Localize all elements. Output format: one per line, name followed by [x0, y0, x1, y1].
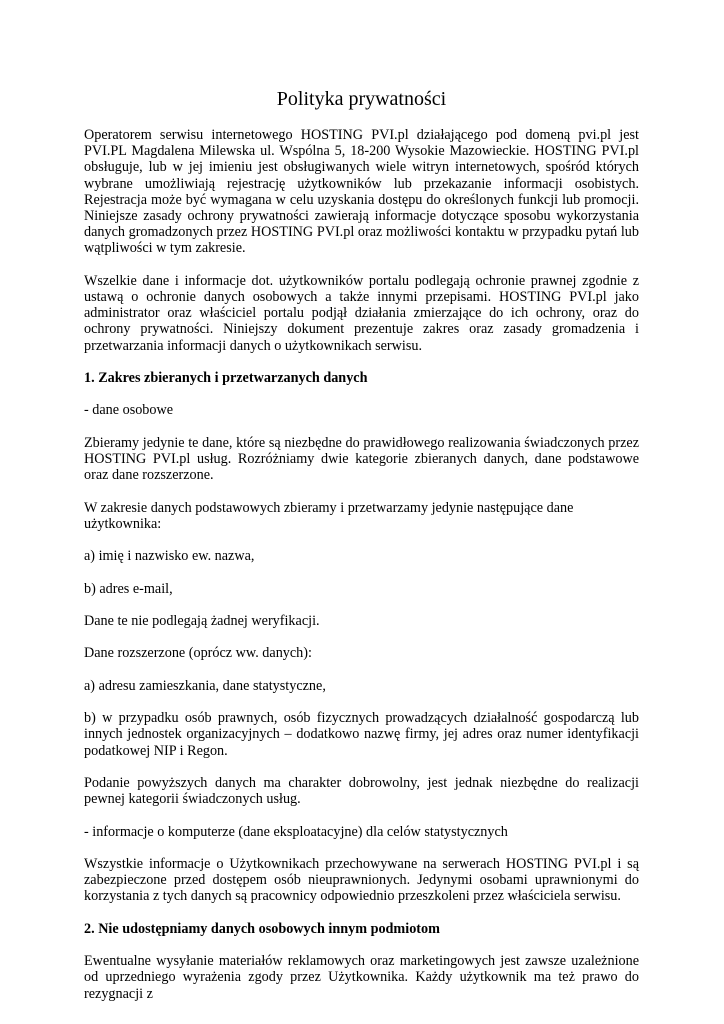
- section-2-heading: 2. Nie udostępniamy danych osobowych innym podmiotom: [84, 920, 440, 937]
- extended-item-a: a) adresu zamieszkania, dane statystyczne,: [84, 677, 326, 694]
- personal-data-label: - dane osobowe: [84, 402, 174, 419]
- protection-paragraph: Wszelkie dane i informacje dot. użytkowników portalu podlegają ochronie prawnej zgodnie z ustawą o ochronie danych osobowych a także innymi przepisami. HOSTING PVI.pl jako administrator oraz właściciel portalu podjął działania zmierzające do ich ochrony, oraz do ochrony prywatności. Niniejszy dokument prezentuje zakres oraz zasady gromadzenia i przetwarzania informacji danych o użytkownikach serwisu.: [84, 272, 639, 354]
- basic-item-a: a) imię i nazwisko ew. nazwa,: [84, 548, 255, 565]
- extended-data-label: Dane rozszerzone (oprócz ww. danych):: [84, 645, 312, 662]
- document-content: [84, 86, 639, 1018]
- basic-item-b: b) adres e-mail,: [84, 580, 173, 597]
- marketing-paragraph: Ewentualne wysyłanie materiałów reklamowych oraz marketingowych jest zawsze uzależnione od uprzedniego wyrażenia zgody przez Użytkownika. Każdy użytkownik ma też prawo do rezygnacji z: [84, 953, 639, 1002]
- section-1-heading: 1. Zakres zbieranych i przetwarzanych danych: [84, 370, 368, 387]
- extended-item-b: b) w przypadku osób prawnych, osób fizycznych prowadzących działalność gospodarczą lub innych jednostek organizacyjnych – dodatkowo nazwę firmy, jej adres oraz numer identyfikacji podatkowej NIP i Regon.: [84, 710, 639, 759]
- computer-info-label: - informacje o komputerze (dane eksploatacyjne) dla celów statystycznych: [84, 823, 508, 840]
- storage-paragraph: Wszystkie informacje o Użytkownikach przechowywane na serwerach HOSTING PVI.pl i są zabezpieczone przed dostępem osób nieuprawnionych. Jedynymi osobami uprawnionymi do korzystania z tych danych są pracownicy odpowiednio przeszkoleni przez właściciela serwisu.: [84, 855, 639, 905]
- voluntary-paragraph: Podanie powyższych danych ma charakter dobrowolny, jest jednak niezbędne do realizacji pewnej kategorii świadczonych usług.: [84, 774, 639, 808]
- collected-data-paragraph: Zbieramy jedynie te dane, które są niezbędne do prawidłowego realizowania świadczonych przez HOSTING PVI.pl usług. Rozróżniamy dwie kategorie zbieranych danych, dane podstawowe oraz dane rozszerzone.: [84, 434, 639, 484]
- page-title: Polityka prywatności: [276, 88, 447, 110]
- intro-paragraph: Operatorem serwisu internetowego HOSTING PVI.pl działającego pod domeną pvi.pl jest PVI.PL Magdalena Milewska ul. Wspólna 5, 18-200 Wysokie Mazowieckie. HOSTING PVI.pl obsługuje, lub w jej imieniu jest obsługiwanych wiele witryn internetowych, spośród których wybrane umożliwiają rejestrację użytkowników lub przekazanie informacji osobistych. Rejestracja może być wymagana w celu uzyskania dostępu do określonych funkcji lub promocji. Niniejsze zasady ochrony prywatności zawierają informacje dotyczące sposobu wykorzystania danych gromadzonych przez HOSTING PVI.pl oraz możliwości kontaktu w przypadku pytań lub wątpliwości w tym zakresie.: [84, 127, 639, 257]
- basic-data-paragraph: W zakresie danych podstawowych zbieramy i przetwarzamy jedynie następujące dane użytkownika:: [84, 499, 574, 532]
- no-verification-paragraph: Dane te nie podlegają żadnej weryfikacji.: [84, 612, 320, 629]
